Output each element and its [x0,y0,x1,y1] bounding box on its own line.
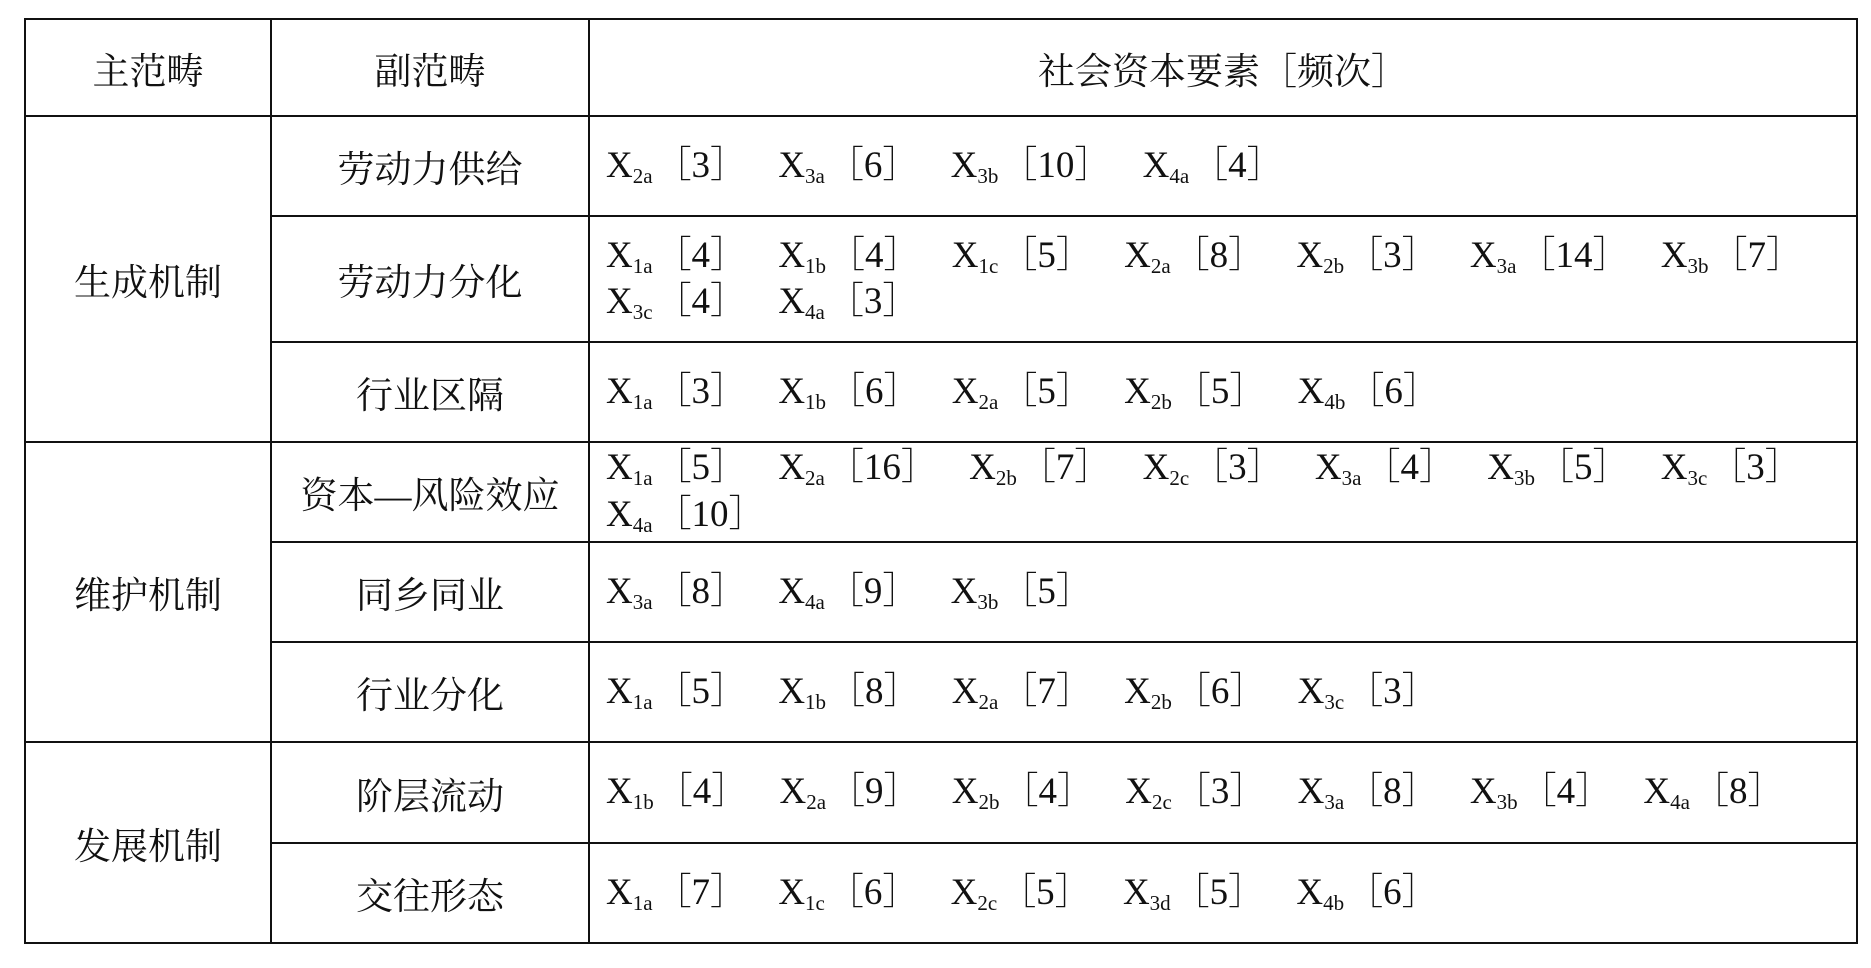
element-subscript: 4a [1169,164,1190,188]
element-code [1123,872,1171,913]
element-item [952,769,1094,815]
element-letter: X [950,145,978,186]
element-code [1143,145,1190,186]
table-row [25,742,1857,842]
element-frequency: ［5］ [654,447,748,489]
element-frequency: ［16］ [826,447,938,489]
element-letter: X [778,871,806,913]
element-frequency: ［7］ [654,871,748,913]
table-row [25,642,1857,742]
element-item [952,233,1093,279]
element-letter: X [778,281,806,323]
element-code [1296,872,1344,913]
element-subscript: 2b [1150,389,1172,414]
element-item [778,279,919,325]
elements-cell [589,216,1857,342]
element-code [606,145,653,186]
element-frequency: ［6］ [828,370,921,412]
element-frequency: ［3］ [1191,447,1284,489]
table-row [25,843,1857,943]
element-letter: X [1314,447,1342,489]
element-subscript: 4a [805,589,825,614]
element-letter: X [779,771,807,813]
table-row [25,342,1857,441]
element-subscript: 3b [977,589,999,614]
element-letter: X [778,145,806,186]
element-subscript: 2a [1150,254,1171,279]
element-frequency: ［6］ [1173,671,1267,713]
element-letter: X [1296,235,1324,277]
element-frequency: ［5］ [1000,570,1093,612]
element-letter: X [1660,235,1688,277]
element-code [1314,447,1362,491]
element-subscript: 1c [805,890,825,915]
element-item [1298,369,1440,415]
element-letter: X [1643,771,1671,813]
element-letter: X [1469,235,1497,277]
element-subscript: 2a [805,466,825,491]
element-item [606,279,747,325]
element-code [951,872,998,913]
element-subscript: 4b [1323,890,1345,915]
element-item [606,769,748,815]
element-subscript: 1a [632,254,653,279]
element-item [779,769,920,815]
element-item [1125,769,1266,815]
element-code [1298,371,1346,412]
element-subscript: 3b [1687,254,1709,279]
category-table [24,18,1858,944]
element-subscript: 2c [1152,790,1172,815]
element-item [1143,445,1284,491]
element-subscript: 4a [805,300,825,325]
element-subscript: 3a [1341,466,1362,491]
sub-category-cell: 劳动力供给 [271,116,589,216]
element-frequency: ［3］ [654,370,748,412]
element-code [1296,235,1345,279]
element-letter: X [950,570,978,612]
element-code [606,571,653,612]
element-item [606,492,766,538]
element-frequency: ［7］ [1000,671,1093,713]
element-subscript: 3a [1324,790,1345,815]
element-code [606,371,653,412]
element-frequency: ［5］ [1536,447,1630,489]
sub-category-cell: 资本—风险效应 [271,442,589,542]
element-frequency: ［5］ [1172,871,1266,913]
element-subscript: 3c [632,300,653,325]
element-letter: X [1469,771,1497,813]
elements-cell [589,642,1857,742]
sub-category-cell: 阶层流动 [271,742,589,842]
element-letter: X [606,493,633,535]
table-row [25,542,1857,642]
element-letter: X [606,145,633,186]
element-frequency: ［5］ [999,871,1092,913]
element-letter: X [951,235,979,277]
element-code [778,571,825,612]
element-code [606,494,653,535]
element-frequency: ［4］ [655,771,749,813]
element-subscript: 4a [1670,790,1690,815]
element-subscript: 1b [805,690,827,715]
element-code [1660,235,1709,279]
sub-category-cell: 同乡同业 [271,542,589,642]
element-letter: X [778,570,806,612]
elements-cell [589,442,1857,542]
element-item [952,669,1093,715]
element-frequency: ［6］ [1347,370,1440,412]
element-code [606,447,653,491]
element-item [1296,870,1438,916]
element-frequency: ［6］ [1346,871,1439,913]
element-letter: X [1297,671,1325,713]
element-code [778,872,825,913]
element-code [779,771,827,815]
element-code [951,571,999,612]
element-code [951,235,999,279]
header-sub-category: 副范畴 [271,19,589,116]
element-subscript: 2a [978,389,999,414]
element-frequency: ［5］ [654,671,748,713]
element-subscript: 1a [632,389,653,414]
element-letter: X [1142,447,1170,489]
element-item [1296,233,1438,279]
element-item [1124,233,1265,279]
element-frequency: ［4］ [654,281,748,323]
element-code [1487,447,1535,491]
element-subscript: 3b [1513,466,1535,491]
element-subscript: 4a [632,512,653,537]
element-code [952,371,999,412]
element-code [778,371,826,412]
elements-cell [589,116,1857,216]
element-item [1124,669,1266,715]
element-frequency: ［6］ [826,145,920,186]
element-letter: X [951,671,979,713]
element-frequency: ［7］ [1710,235,1803,277]
element-letter: X [606,370,633,412]
element-item [606,870,747,916]
header-main-category: 主范畴 [25,19,271,116]
element-code [778,145,825,186]
element-subscript: 2c [977,890,998,915]
element-letter: X [778,671,806,713]
element-code [951,671,999,715]
elements-cell [589,742,1857,842]
element-letter: X [969,447,996,489]
element-code [778,235,827,279]
element-item [1643,769,1784,815]
sub-category-cell: 交往形态 [271,843,589,943]
element-code [606,771,654,815]
element-item [606,445,747,491]
element-code [1125,771,1172,815]
element-code [606,872,653,913]
element-letter: X [1296,871,1324,913]
element-item [1470,233,1630,279]
element-item [951,569,1093,615]
element-letter: X [951,771,979,813]
element-subscript: 2c [1169,466,1190,491]
element-item [778,870,919,916]
element-item [1661,445,1802,491]
element-item [606,143,747,189]
element-frequency: ［8］ [828,671,921,713]
table-row [25,216,1857,342]
element-frequency: ［5］ [1000,370,1093,412]
element-subscript: 1b [805,389,827,414]
element-code [951,771,1000,815]
element-code [1124,235,1171,279]
sub-category-cell: 行业分化 [271,642,589,742]
header-elements: 社会资本要素［频次］ [589,19,1857,116]
element-item [606,669,747,715]
element-item [606,569,747,615]
main-category-cell: 维护机制 [25,442,271,743]
element-item [952,369,1093,415]
header-row [25,19,1857,116]
element-subscript: 3a [632,589,653,614]
element-frequency: ［8］ [654,570,748,612]
element-subscript: 2b [978,790,1000,815]
element-letter: X [606,570,633,612]
element-subscript: 1a [632,690,653,715]
element-frequency: ［5］ [1173,370,1267,412]
element-frequency: ［3］ [654,145,748,186]
element-code [969,447,1017,491]
element-item [606,233,747,279]
element-subscript: 3d [1149,890,1171,915]
element-frequency: ［10］ [1000,145,1112,186]
element-code [778,281,825,325]
element-code [606,281,653,325]
element-item [951,143,1112,189]
element-code [606,235,653,279]
element-frequency: ［3］ [826,281,920,323]
element-subscript: 3c [1687,466,1708,491]
element-letter: X [778,235,806,277]
element-item [606,369,747,415]
element-subscript: 3a [805,164,825,188]
element-frequency: ［6］ [826,871,920,913]
element-subscript: 4b [1324,389,1346,414]
element-letter: X [1122,871,1150,913]
element-item [778,143,919,189]
element-item [1123,870,1265,916]
element-frequency: ［8］ [1691,771,1785,813]
table-row [25,116,1857,216]
element-frequency: ［4］ [1363,447,1456,489]
element-item [1298,769,1439,815]
element-code [1297,771,1345,815]
element-letter: X [778,447,806,489]
element-letter: X [1142,145,1170,186]
element-code [1469,771,1518,815]
element-code [1469,235,1517,279]
element-letter: X [1297,771,1325,813]
element-subscript: 1a [632,466,653,491]
element-letter: X [606,671,633,713]
element-subscript: 1c [978,254,999,279]
element-item [1487,445,1629,491]
element-subscript: 2b [1323,254,1345,279]
element-frequency: ［3］ [1346,671,1439,713]
element-frequency: ［9］ [826,570,920,612]
element-frequency: ［4］ [1191,145,1284,186]
element-letter: X [951,370,979,412]
element-subscript: 1b [805,254,827,279]
element-code [1660,447,1708,491]
elements-cell [589,342,1857,441]
element-code [1142,447,1190,491]
element-letter: X [606,771,633,813]
element-frequency: ［8］ [1172,235,1266,277]
element-letter: X [606,235,633,277]
main-category-cell: 发展机制 [25,742,271,943]
element-item [1143,143,1284,189]
element-frequency: ［3］ [1173,771,1267,813]
element-frequency: ［10］ [654,493,766,535]
element-code [1297,671,1345,715]
element-frequency: ［4］ [1001,771,1095,813]
elements-cell [589,542,1857,642]
sub-category-cell: 劳动力分化 [271,216,589,342]
element-frequency: ［9］ [828,771,921,813]
element-frequency: ［4］ [1519,771,1613,813]
element-letter: X [1660,447,1688,489]
element-code [778,671,827,715]
element-item [778,369,920,415]
element-subscript: 1a [632,890,653,915]
element-letter: X [1124,370,1151,412]
element-letter: X [1124,671,1151,713]
element-code [778,447,825,491]
element-subscript: 2a [806,790,827,815]
element-code [951,145,999,186]
element-item [778,233,920,279]
element-letter: X [606,871,633,913]
element-frequency: ［7］ [1018,447,1112,489]
element-subscript: 2a [632,164,653,188]
element-subscript: 2a [978,690,999,715]
element-frequency: ［8］ [1346,771,1439,813]
element-frequency: ［14］ [1518,235,1630,277]
element-letter: X [950,871,978,913]
element-subscript: 2b [995,466,1017,491]
element-subscript: 3a [1496,254,1517,279]
element-item [778,669,920,715]
element-subscript: 3b [977,164,999,188]
element-code [606,671,653,715]
element-frequency: ［4］ [828,235,921,277]
element-item [1661,233,1803,279]
table-row [25,442,1857,542]
sub-category-cell: 行业区隔 [271,342,589,441]
element-letter: X [1297,370,1325,412]
element-subscript: 1b [632,790,654,815]
element-letter: X [1125,771,1153,813]
element-frequency: ［4］ [654,235,748,277]
element-code [1124,371,1172,412]
main-category-cell: 生成机制 [25,116,271,442]
element-letter: X [1124,235,1151,277]
element-item [1315,445,1456,491]
element-letter: X [1487,447,1514,489]
element-item [1470,769,1612,815]
element-letter: X [606,447,633,489]
element-item [778,569,919,615]
element-item [778,445,938,491]
element-subscript: 3b [1496,790,1518,815]
element-code [1643,771,1690,815]
element-item [1298,669,1439,715]
element-subscript: 2b [1150,690,1172,715]
element-code [1124,671,1172,715]
element-letter: X [606,281,633,323]
element-item [969,445,1111,491]
element-item [951,870,1092,916]
element-frequency: ［3］ [1709,447,1802,489]
element-frequency: ［5］ [1000,235,1093,277]
element-item [1124,369,1266,415]
element-letter: X [778,370,806,412]
elements-cell [589,843,1857,943]
element-frequency: ［3］ [1346,235,1439,277]
element-subscript: 3c [1324,690,1345,715]
